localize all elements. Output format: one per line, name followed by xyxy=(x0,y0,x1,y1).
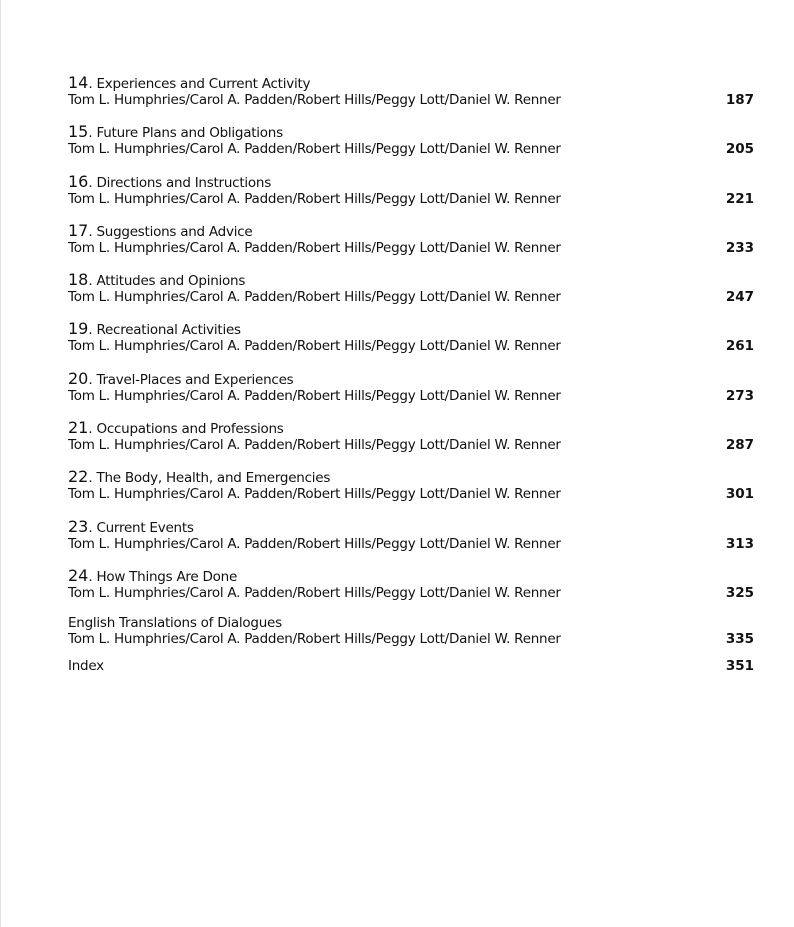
toc-entry[interactable] xyxy=(68,122,758,171)
chapter-name: . Current Events xyxy=(88,519,194,536)
chapter-title xyxy=(68,172,271,191)
chapter-page-number: 233 xyxy=(725,239,754,256)
chapter-number: 23 xyxy=(68,516,89,536)
chapter-authors: Tom L. Humphries/Carol A. Padden/Robert Hills/Peggy Lott/Daniel W. Renner xyxy=(68,239,561,256)
toc-entry[interactable] xyxy=(68,270,758,319)
chapter-authors: Tom L. Humphries/Carol A. Padden/Robert Hills/Peggy Lott/Daniel W. Renner xyxy=(68,190,561,207)
toc-entry[interactable] xyxy=(68,221,758,270)
section-name: English Translations of Dialogues xyxy=(68,614,282,631)
chapter-number: 19 xyxy=(68,319,89,339)
chapter-title xyxy=(68,418,284,437)
chapter-name: . Suggestions and Advice xyxy=(88,223,253,240)
chapter-page-number: 273 xyxy=(725,387,754,404)
chapter-authors: Tom L. Humphries/Carol A. Padden/Robert Hills/Peggy Lott/Daniel W. Renner xyxy=(68,289,561,306)
section-page-number: 335 xyxy=(725,630,754,647)
chapter-name: . How Things Are Done xyxy=(88,568,238,585)
chapter-page-number: 205 xyxy=(725,141,754,158)
section-authors: Tom L. Humphries/Carol A. Padden/Robert Hills/Peggy Lott/Daniel W. Renner xyxy=(68,630,561,647)
chapter-name: . Travel-Places and Experiences xyxy=(88,371,294,388)
chapter-page-number: 187 xyxy=(725,92,754,108)
chapter-page-number: 261 xyxy=(725,338,754,355)
chapter-number: 20 xyxy=(68,368,89,388)
chapter-page-number: 325 xyxy=(725,584,754,601)
toc-entry[interactable] xyxy=(68,566,758,612)
chapter-number: 24 xyxy=(68,565,89,585)
chapter-title xyxy=(68,221,252,240)
index-page-number: 351 xyxy=(725,657,754,674)
index-title: Index xyxy=(68,657,104,674)
toc-entry[interactable] xyxy=(68,467,758,516)
chapter-number: 16 xyxy=(68,171,89,191)
chapter-title xyxy=(68,122,283,141)
chapter-page-number: 301 xyxy=(725,486,754,503)
chapter-number: 14 xyxy=(68,73,89,92)
chapter-authors: Tom L. Humphries/Carol A. Padden/Robert Hills/Peggy Lott/Daniel W. Renner xyxy=(68,141,561,158)
chapter-name: . Occupations and Professions xyxy=(88,421,284,438)
chapter-title xyxy=(68,566,237,585)
chapter-name: . Attitudes and Opinions xyxy=(88,273,246,290)
chapter-title xyxy=(68,319,241,338)
chapter-title xyxy=(68,517,194,536)
chapter-title xyxy=(68,73,310,92)
chapter-title xyxy=(68,270,245,289)
toc-entry[interactable] xyxy=(68,418,758,467)
page-border xyxy=(0,0,1,927)
toc-entry-translations[interactable] xyxy=(68,612,758,658)
chapter-number: 18 xyxy=(68,270,89,290)
chapter-name: . Recreational Activities xyxy=(88,322,241,339)
chapter-authors: Tom L. Humphries/Carol A. Padden/Robert Hills/Peggy Lott/Daniel W. Renner xyxy=(68,92,561,108)
chapter-name: . Future Plans and Obligations xyxy=(88,125,283,142)
chapter-title xyxy=(68,467,330,486)
chapter-page-number: 313 xyxy=(725,535,754,552)
toc-entry[interactable] xyxy=(68,369,758,418)
toc-entry[interactable] xyxy=(68,319,758,368)
chapter-number: 22 xyxy=(68,467,89,487)
chapter-number: 15 xyxy=(68,122,89,142)
chapter-authors: Tom L. Humphries/Carol A. Padden/Robert Hills/Peggy Lott/Daniel W. Renner xyxy=(68,338,561,355)
chapter-page-number: 221 xyxy=(725,190,754,207)
toc-entry-index[interactable] xyxy=(68,658,758,680)
chapter-authors: Tom L. Humphries/Carol A. Padden/Robert Hills/Peggy Lott/Daniel W. Renner xyxy=(68,387,561,404)
chapter-number: 21 xyxy=(68,418,89,438)
chapter-authors: Tom L. Humphries/Carol A. Padden/Robert Hills/Peggy Lott/Daniel W. Renner xyxy=(68,535,561,552)
toc-entry[interactable] xyxy=(68,172,758,221)
chapter-authors: Tom L. Humphries/Carol A. Padden/Robert Hills/Peggy Lott/Daniel W. Renner xyxy=(68,437,561,454)
section-title xyxy=(68,612,282,631)
chapter-authors: Tom L. Humphries/Carol A. Padden/Robert Hills/Peggy Lott/Daniel W. Renner xyxy=(68,486,561,503)
chapter-name: . Directions and Instructions xyxy=(88,174,271,191)
chapter-page-number: 287 xyxy=(725,437,754,454)
toc-entry[interactable] xyxy=(68,517,758,566)
table-of-contents xyxy=(68,73,758,680)
chapter-name: . The Body, Health, and Emergencies xyxy=(88,470,331,487)
chapter-authors: Tom L. Humphries/Carol A. Padden/Robert Hills/Peggy Lott/Daniel W. Renner xyxy=(68,584,561,601)
chapter-page-number: 247 xyxy=(725,289,754,306)
toc-entry[interactable] xyxy=(68,73,758,122)
chapter-number: 17 xyxy=(68,220,89,240)
chapter-title xyxy=(68,369,293,388)
chapter-name: . Experiences and Current Activity xyxy=(88,76,311,92)
